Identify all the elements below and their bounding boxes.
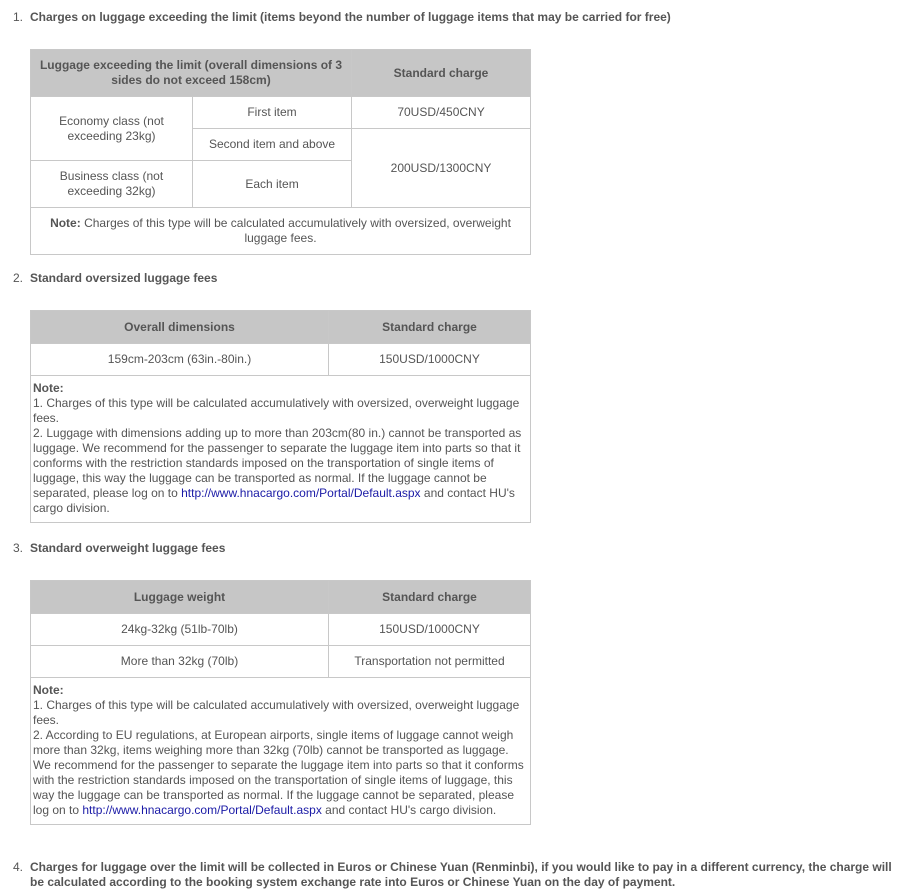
weight-range-cell: 24kg-32kg (51lb-70lb) [31,614,329,646]
section-3-title: Standard overweight luggage fees [30,541,226,555]
dimension-range-cell: 159cm-203cm (63in.-80in.) [31,344,329,376]
section-1-number: 1. [13,10,24,24]
section-1-note [31,208,531,255]
overweight-charge-cell: 150USD/1000CNY [329,614,531,646]
economy-class-cell: Economy class (not exceeding 23kg) [31,97,193,161]
oversized-charge-cell: 150USD/1000CNY [329,344,531,376]
first-item-cell: First item [193,97,352,129]
table-header-luggage-exceeding: Luggage exceeding the limit (overall dimensions of 3 sides do not exceed 158cm) [31,50,352,97]
not-permitted-cell: Transportation not permitted [329,646,531,678]
second-item-cell: Second item and above [193,129,352,161]
note-item-2-end: and contact HU's cargo division. [33,486,515,515]
note-label: Note: [50,216,81,230]
section-3-number: 3. [13,541,24,555]
section-4-text: Charges for luggage over the limit will be collected in Euros or Chinese Yuan (Renminbi), if you would like to pay in a different currency, the charge will be calculated according to the booking system exchange rate into Euros or Chinese Yuan on the day of payment. [30,860,892,889]
excess-luggage-table [30,49,531,255]
section-4-number: 4. [13,860,24,874]
weight-over-limit-cell: More than 32kg (70lb) [31,646,329,678]
each-item-cell: Each item [193,161,352,208]
overweight-luggage-table [30,580,531,825]
note-item-2-end: and contact HU's cargo division. [321,803,497,817]
section-1-title: Charges on luggage exceeding the limit (items beyond the number of luggage items that may be carried for free) [30,10,671,24]
table-header-overall-dimensions: Overall dimensions [31,311,329,344]
note-label: Note: [33,381,64,395]
section-2-note [31,376,531,523]
section-3-note [31,678,531,825]
section-2-number: 2. [13,271,24,285]
note-item-2 [33,426,528,516]
table-header-standard-charge: Standard charge [329,581,531,614]
note-item-1: 1. Charges of this type will be calculated accumulatively with oversized, overweight luggage fees. [33,396,520,425]
note-item-2-text: 2. According to EU regulations, at European airports, single items of luggage cannot weigh more than 32kg, items weighing more than 32kg (70lb) cannot be transported as luggage. We recommend for the passenger to separate the luggage item into parts so that it conforms with the restriction standards imposed on the transportation of single items of luggage, this way the luggage can be transported as normal. If the luggage cannot be separated, please log on to [33,728,524,817]
oversized-luggage-table [30,310,531,523]
table-header-luggage-weight: Luggage weight [31,581,329,614]
table-header-standard-charge: Standard charge [329,311,531,344]
note-text: Charges of this type will be calculated accumulatively with oversized, overweight luggage fees. [80,216,511,245]
business-class-cell: Business class (not exceeding 32kg) [31,161,193,208]
section-2-title: Standard oversized luggage fees [30,271,218,285]
hnacargo-link[interactable]: http://www.hnacargo.com/Portal/Default.aspx [82,803,322,817]
first-item-charge-cell: 70USD/450CNY [352,97,531,129]
hnacargo-link[interactable]: http://www.hnacargo.com/Portal/Default.aspx [181,486,421,500]
note-item-2-text: 2. Luggage with dimensions adding up to more than 203cm(80 in.) cannot be transported as luggage. We recommend for the passenger to separate the luggage item into parts so that it conforms with the restriction standards imposed on the transportation of single items of luggage, this way the luggage can be transported as normal. If the luggage cannot be separated, please log on to [33,426,522,500]
note-item-2 [33,728,528,818]
note-item-1: 1. Charges of this type will be calculated accumulatively with oversized, overweight luggage fees. [33,698,520,727]
note-label: Note: [33,683,64,697]
table-header-standard-charge: Standard charge [352,50,531,97]
second-item-charge-cell: 200USD/1300CNY [352,129,531,208]
